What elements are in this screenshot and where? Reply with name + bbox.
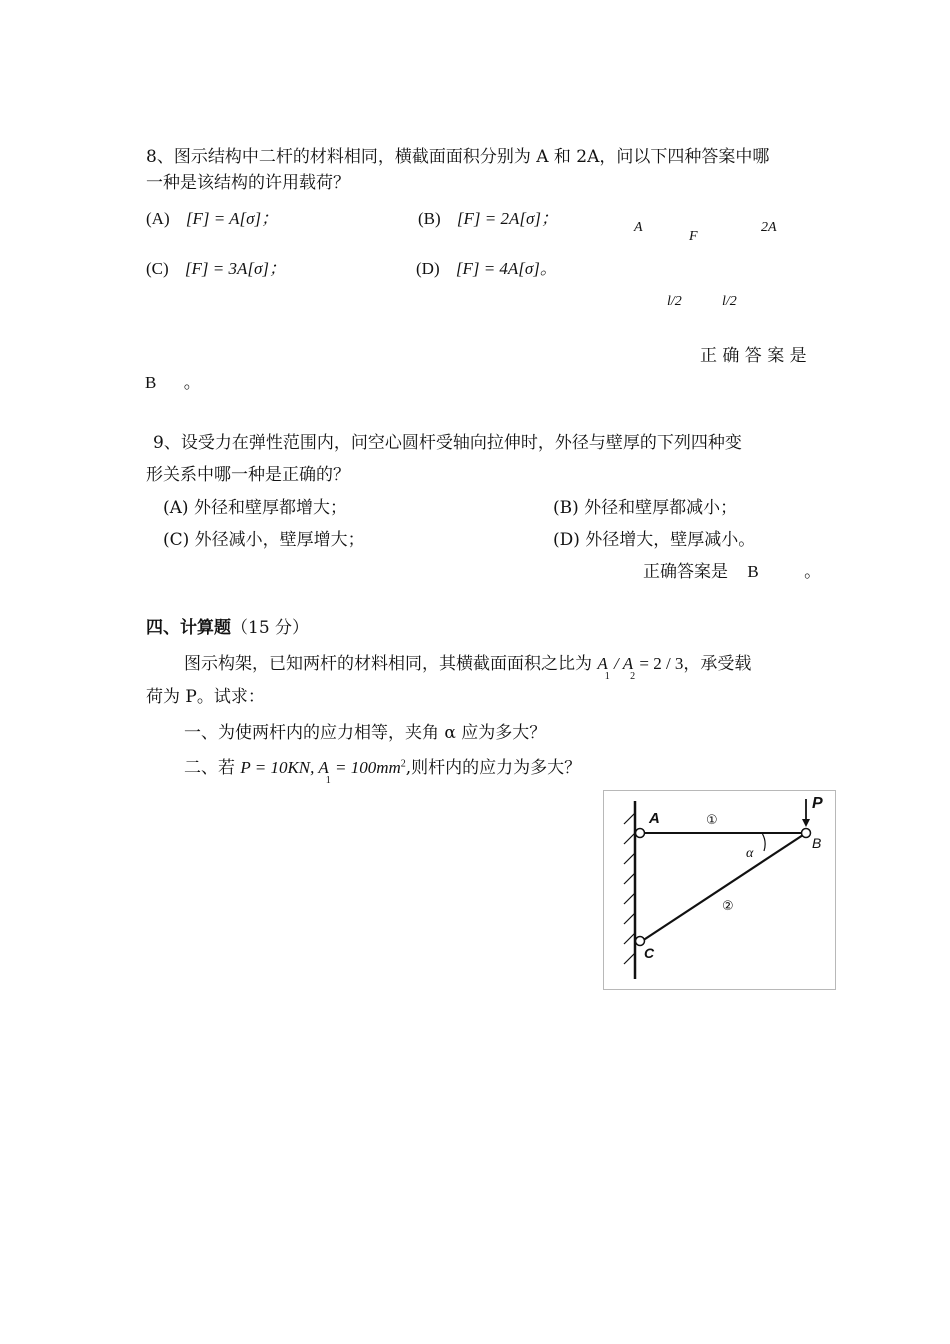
item2-prefix: 二、若 (184, 758, 235, 778)
q8-option-d-label: (D) (416, 259, 440, 278)
q9-option-d: (D) 外径增大，壁厚减小。 (553, 530, 756, 550)
section4-points: （15 分） (231, 618, 310, 638)
q8-line1: 8、图示结构中二杆的材料相同，横截面面积分别为 A 和 2A，问以下四种答案中哪 (146, 147, 770, 167)
item2-formula2: = 100mm (330, 758, 401, 777)
item2-formula1: P = 10KN, A (240, 758, 329, 777)
wall-hatching (624, 813, 635, 964)
section4-title: 四、计算题 (146, 618, 231, 638)
truss-figure (603, 790, 836, 990)
q8-answer-suffix: 。 (183, 373, 201, 393)
label-alpha: α (746, 846, 754, 861)
q8-figure-label-a: A (634, 220, 643, 235)
ratio-a1: A (597, 654, 608, 673)
label-b: B (812, 835, 822, 851)
q9-answer (643, 557, 821, 582)
section4-intro-line2: 荷为 P。试求： (146, 687, 265, 707)
q8-option-a (146, 204, 278, 229)
q8-option-a-label: (A) (146, 209, 170, 228)
label-a: A (649, 810, 660, 827)
label-c: C (644, 945, 655, 961)
item2-sub: 1 (325, 775, 331, 786)
q8-figure-label-l2: l/2 (722, 294, 737, 309)
q8-option-b-formula: [F] = 2A[σ]； (456, 209, 558, 228)
section4-intro1-b: ，承受载 (683, 654, 752, 674)
section4-intro-line1 (184, 649, 752, 682)
q8-figure-label-2a: 2A (761, 220, 777, 235)
truss-diagram (604, 791, 835, 989)
q9-option-a: (A) 外径和壁厚都增大； (163, 498, 347, 518)
section4-item1: 一、为使两杆内的应力相等，夹角 α 应为多大？ (184, 723, 547, 743)
q9-option-b: (B) 外径和壁厚都减小； (553, 498, 738, 518)
label-bar2: ② (722, 899, 734, 914)
q8-option-b (418, 204, 558, 229)
q9-option-c: (C) 外径减小，壁厚增大； (163, 530, 365, 550)
pin-a (636, 829, 645, 838)
pin-b (802, 829, 811, 838)
q9-answer-value: B (747, 562, 759, 581)
q8-option-c (146, 254, 286, 279)
load-arrow-head (802, 819, 810, 827)
ratio-sub2: 2 (630, 671, 636, 682)
q9-answer-suffix: 。 (804, 562, 822, 582)
q8-option-c-formula: [F] = 3A[σ]； (184, 259, 286, 278)
ratio-a2: A (622, 654, 634, 673)
section4-heading (146, 613, 309, 638)
section4-intro1-a: 图示构架，已知两杆的材料相同，其横截面面积之比为 (184, 654, 592, 674)
q9-line2: 形关系中哪一种是正确的？ (146, 465, 350, 485)
q8-option-a-formula: [F] = A[σ]； (185, 209, 279, 228)
item2-suffix: ,则杆内的应力为多大？ (405, 758, 582, 778)
item2-sup: 2 (400, 758, 406, 770)
q8-answer-value: B (145, 373, 157, 392)
bar-2 (642, 835, 803, 941)
alpha-arc (762, 833, 765, 851)
q8-option-d-formula: [F] = 4A[σ]。 (455, 259, 557, 278)
q8-option-c-label: (C) (146, 259, 169, 278)
section4-item2 (184, 753, 582, 786)
q8-line2: 一种是该结构的许用载荷？ (146, 173, 350, 193)
q8-answer (145, 368, 201, 393)
ratio-slash: / (609, 654, 623, 673)
q9-line1: 9、设受力在弹性范围内，问空心圆杆受轴向拉伸时，外径与壁厚的下列四种变 (153, 433, 742, 453)
q8-figure-label-l1: l/2 (667, 294, 682, 309)
q8-answer-prefix: 正 确 答 案 是 (700, 346, 807, 366)
ratio-value: = 2 / 3 (635, 654, 684, 673)
q8-option-b-label: (B) (418, 209, 441, 228)
q8-figure-label-f: F (689, 229, 698, 244)
label-p: P (812, 795, 823, 812)
q8-option-d (416, 254, 557, 279)
ratio-sub1: 1 (604, 671, 610, 682)
label-bar1: ① (706, 813, 718, 828)
q9-answer-prefix: 正确答案是 (643, 562, 728, 582)
